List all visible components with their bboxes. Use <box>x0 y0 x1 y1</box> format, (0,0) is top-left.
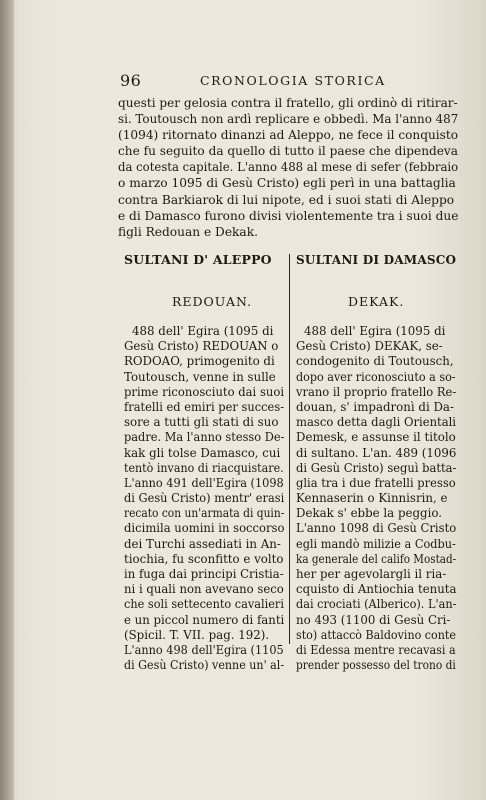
intro-line: da cotesta capitale. L'anno 488 al mese di sefer (febbraio <box>118 160 459 175</box>
text-line: Gesù Cristo) DEKAK, se- <box>296 339 443 354</box>
text-line: prime riconosciuto dai suoi <box>124 384 285 399</box>
text-line: in fuga dai principi Cristia- <box>124 567 284 581</box>
text-line: masco detta dagli Orientali <box>296 415 457 430</box>
column-divider <box>289 254 290 644</box>
intro-line: questi per gelosia contra il fratello, gli ordinò di ritirar- <box>118 96 458 110</box>
right-ruler-name: DEKAK. <box>348 294 405 309</box>
text-line: ni i quali non avevano seco <box>124 582 284 597</box>
text-line: no 493 (1100 di Gesù Cri- <box>296 612 451 627</box>
text-line: tiochia, fu sconfitto e volto <box>124 551 284 566</box>
page-gutter <box>0 0 14 800</box>
text-line: recato con un'armata di quin- <box>124 506 285 521</box>
left-column <box>124 252 284 673</box>
left-ruler-name: REDOUAN. <box>172 294 253 309</box>
text-line: sto) attaccò Baldovino conte <box>296 627 456 642</box>
text-line: di Gesù Cristo) seguì batta- <box>296 460 457 475</box>
text-line: her per agevolargli il ria- <box>296 567 447 581</box>
left-body-text <box>124 324 284 673</box>
page-number: 96 <box>120 71 142 90</box>
text-line: di sultano. L'an. 489 (1096 <box>296 445 457 460</box>
text-line: di Gesù Cristo) venne un' al- <box>124 658 285 673</box>
left-section-title: SULTANI D' ALEPPO <box>124 252 272 267</box>
right-column <box>296 252 456 673</box>
right-body-text <box>296 324 456 673</box>
text-line: e un piccol numero di fanti <box>124 612 285 627</box>
text-line: fratelli ed emiri per succes- <box>124 399 285 414</box>
text-line: 488 dell' Egira (1095 di <box>132 324 274 338</box>
text-line: RODOAO, primogenito di <box>124 354 275 369</box>
intro-line: o marzo 1095 di Gesù Cristo) egli perì in una battaglia <box>118 176 456 191</box>
running-head: CRONOLOGIA STORICA <box>200 73 386 88</box>
text-line: L'anno 1098 di Gesù Cristo <box>296 521 457 536</box>
text-line: dai crociati (Alberico). L'an- <box>296 597 457 612</box>
text-line: dopo aver riconosciuto a so- <box>296 369 456 384</box>
text-line: egli mandò milizie a Codbu- <box>296 536 456 551</box>
text-line: tentò invano di riacquistare. <box>124 460 284 475</box>
text-line: padre. Ma l'anno stesso De- <box>124 430 285 445</box>
text-line: Demesk, e assunse il titolo <box>296 430 456 445</box>
intro-line: e di Damasco furono divisi violentemente tra i suoi due <box>118 208 459 223</box>
right-section-title: SULTANI DI DAMASCO <box>296 252 457 267</box>
page-header <box>120 71 450 91</box>
text-line: dicimila uomini in soccorso <box>124 521 285 536</box>
text-line: che soli settecento cavalieri <box>124 597 284 612</box>
intro-paragraph <box>118 95 458 240</box>
text-line: cquisto di Antiochia tenuta <box>296 582 457 597</box>
intro-line: che fu seguito da quello di tutto il paese che dipendeva <box>118 144 458 159</box>
text-line: prender possesso del trono di <box>296 658 456 673</box>
text-line: L'anno 498 dell'Egira (1105 <box>124 642 284 657</box>
text-line: sore a tutti gli stati di suo <box>124 415 279 430</box>
intro-line: (1094) ritornato dinanzi ad Aleppo, ne fece il conquisto <box>118 128 459 143</box>
text-line: Kennaserin o Kinnisrin, e <box>296 491 448 506</box>
text-line: Dekak s' ebbe la peggio. <box>296 506 442 521</box>
text-line: (Spicil. T. VII. pag. 192). <box>124 627 270 642</box>
text-line: douan, s' impadronì di Da- <box>296 399 454 414</box>
intro-line: si. Toutousch non ardì replicare e obbedì. Ma l'anno 487 <box>118 112 459 127</box>
text-line: dei Turchi assediati in An- <box>124 536 281 551</box>
text-line: di Gesù Cristo) mentr' erasi <box>124 491 285 506</box>
text-line: condogenito di Toutousch, <box>296 354 454 369</box>
text-line: L'anno 491 dell'Egira (1098 <box>124 475 284 490</box>
text-line: Toutousch, venne in sulle <box>124 369 276 384</box>
text-line: kak gli tolse Damasco, cui <box>124 445 281 460</box>
intro-line: contra Barkiarok di lui nipote, ed i suoi stati di Aleppo <box>118 192 455 207</box>
intro-line: figli Redouan e Dekak. <box>118 224 258 239</box>
text-line: di Edessa mentre recavasi a <box>296 642 456 657</box>
text-line: glia tra i due fratelli presso <box>296 475 456 490</box>
text-line: vrano il proprio fratello Re- <box>296 384 457 399</box>
text-line: Gesù Cristo) REDOUAN o <box>124 339 279 354</box>
text-line: 488 dell' Egira (1095 di <box>304 324 446 338</box>
text-line: ka generale del califo Mostad- <box>296 551 457 566</box>
